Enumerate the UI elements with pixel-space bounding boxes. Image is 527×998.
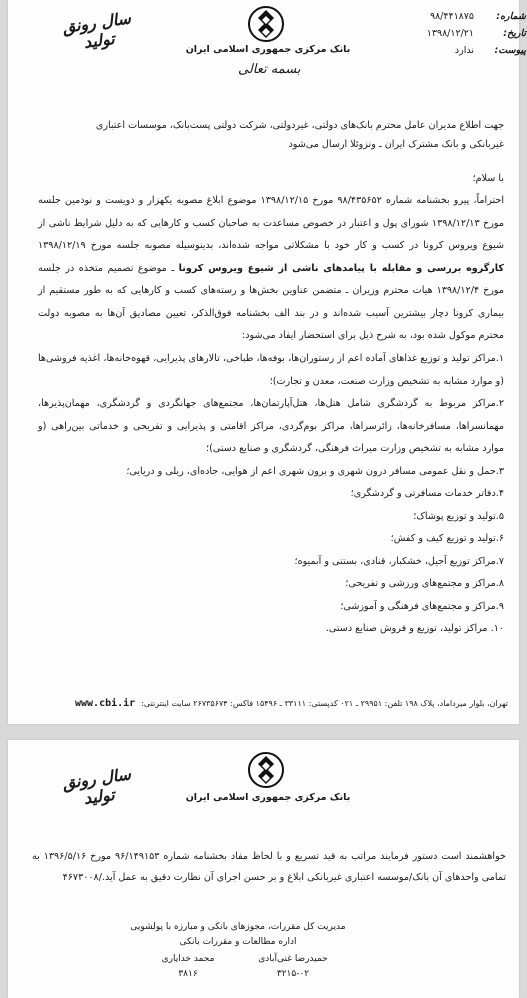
signer-right-name: حمیدرضا غنی‌آبادی [258, 954, 328, 964]
list-item: ۷.مراکز توزیع آجیل، خشکبار، قنادی، بستنی و آبمیوه؛ [294, 555, 504, 567]
list-item: ۸.مراکز و مجتمع‌های ورزشی و تفریحی؛ [345, 578, 504, 589]
footer-address: تهران، بلوار میرداماد، پلاک ۱۹۸ تلفن: ۲۹۹۵۱ ـ ۰۲۱ کدپستی: ۳۳۱۱۱ ـ ۱۵۴۹۶ فاکس: ۲۶۷۳۵۶۷۴ سایت اینترنتی: [141, 699, 508, 708]
meta-attachment-label: پیوست: [494, 45, 526, 56]
slogan: سال رونق تولید [61, 8, 133, 52]
body-text-a: احتراماً، پیرو بخشنامه شماره ۹۸/۴۳۵۶۵۲ مورخ ۱۳۹۸/۱۲/۱۵ موضوع ابلاغ مصوبه یکهزار و دویست و نودمین جلسه مورخ ۱۳۹۸/۱۲/۱۳ شورای پول و اعتبار در خصوص مساعدت به صاحبان کسب و کارهایی که به دلیل شرایط ناشی از شیوع ویروس کرونا در کسب و کار خود با مشکلاتی مواجه شده‌اند، بدینوسیله مصوبه جلسه مورخ ۱۳۹۸/۱۲/۱۹ [38, 195, 504, 251]
office-line-2: اداره مطالعات و مقررات بانکی [179, 937, 297, 947]
meta-number-value: ۹۸/۴۴۱۸۷۵ [429, 11, 474, 22]
closing-paragraph: خواهشمند است دستور فرمایند مراتب به قید تسریع و با لحاظ مفاد بخشنامه شماره ۹۶/۱۴۹۱۵۳ مورخ ۱۳۹۶/۵/۱۶ به تمامی واحدهای آن بانک/موسسه اعتباری غیربانکی ابلاغ و بر حسن اجرای آن نظارت دقیق به عمل آید./۴۶۷۳۰۰۸ [32, 851, 506, 883]
list-item: ۶.تولید و توزیع کیف و کفش؛ [390, 533, 504, 544]
meta-attachment-value: ندارد [454, 45, 474, 56]
bank-name: بانک مرکزی جمهوری اسلامی ایران [185, 44, 351, 55]
meta-attachment-row [386, 42, 526, 59]
list-item: ۴.دفاتر خدمات مسافرتی و گردشگری؛ [350, 488, 504, 499]
list-item: ۲.مراکز مربوط به گردشگری شامل هتل‌ها، هتل‌آپارتمان‌ها، مجتمع‌های جهانگردی و گردشگری، مهمان‌پذیرها، مهمانسراها، مسافرخانه‌ها، زائرسراها، مراکز بوم‌گردی، مراکز اقامتی و پذیرایی و تفریحی و خدماتی بین‌راهی (و موارد مشابه به تشخیص وزارت میراث فرهنگی، گردشگری و صنایع دستی)؛ [38, 398, 504, 454]
letter-meta [386, 8, 526, 59]
list-item: ۳.حمل و نقل عمومی مسافر درون شهری و برون شهری اعم از هوایی، جاده‌ای، ریلی و دریایی؛ [126, 465, 504, 477]
greeting: با سلام؛ [472, 173, 504, 184]
list-item: ۱.مراکز تولید و توزیع غذاهای آماده اعم از رستوران‌ها، بوفه‌ها، طباخی، تالارهای پذیرایی، قهوه‌خانه‌ها، اغذیه فروشی‌ها (و موارد مشابه به تشخیص وزارت صنعت، معدن و تجارت)؛ [38, 353, 504, 387]
basmala-signature: بسمه تعالی [238, 62, 301, 77]
meta-date-label: تاریخ: [503, 28, 526, 39]
body-text-bold: کارگروه بررسی و مقابله با پیامدهای ناشی از شیوع ویروس کرونا [178, 262, 504, 274]
signer-left-name: محمد خدایاری [161, 954, 215, 964]
slogan: سال رونق تولید [61, 764, 133, 808]
letter-page-2 [8, 740, 519, 998]
recipients-line-1: جهت اطلاع مدیران عامل محترم بانک‌های دولتی، غیردولتی، شرکت دولتی پست‌بانک، موسسات اعتباری [95, 120, 504, 131]
meta-number-row [386, 8, 526, 25]
central-bank-logo-icon [248, 6, 284, 42]
body-paragraph [38, 190, 504, 348]
meta-date-row [386, 25, 526, 42]
recipients-line-2: غیربانکی و بانک مشترک ایران ـ ونزوئلا ارسال می‌شود [288, 139, 504, 150]
footer-website-link[interactable]: www.cbi.ir [74, 698, 136, 709]
issuing-office [118, 920, 358, 950]
meta-date-value: ۱۳۹۸/۱۲/۲۱ [426, 28, 474, 39]
list-item: ۵.تولید و توزیع پوشاک؛ [413, 510, 504, 522]
office-line-1: مدیریت کل مقررات، مجوزهای بانکی و مبارزه با پولشویی [130, 922, 346, 932]
signer-left [138, 952, 238, 982]
list-item: ۹.مراکز و مجتمع‌های فرهنگی و آموزشی؛ [340, 600, 504, 612]
list-item: ۱۰. مراکز تولید، توزیع و فروش صنایع دستی. [325, 623, 504, 634]
letter-page-1 [8, 0, 526, 724]
letter-footer [28, 698, 508, 709]
bank-name: بانک مرکزی جمهوری اسلامی ایران [185, 792, 351, 803]
meta-number-label: شماره: [496, 11, 526, 22]
signer-right-code: ۳۲۱۵-۰۲ [276, 969, 310, 979]
body-text-b: ـ موضوع تصمیم متخذه در جلسه مورخ ۱۳۹۸/۱۲/۴ هیات محترم وزیران ـ متضمن عناوین بخش‌ها و رسته‌های کسب و کارهایی که به طور مستقیم از بیماری کرونا دچار بیشترین آسیب شده‌اند و در بند الف بخشنامه فوق‌الذکر، تعیین مصادیق آن‌ها به مصوبه دولت محترم موکول شده بود، به شرح ذیل برای استحضار ایفاد می‌شود: [38, 262, 504, 341]
signer-left-code: ۳۸۱۶ [178, 969, 198, 979]
recipients [38, 116, 504, 154]
items-list [38, 348, 504, 641]
central-bank-logo-icon [248, 752, 284, 788]
signer-right [238, 952, 348, 982]
